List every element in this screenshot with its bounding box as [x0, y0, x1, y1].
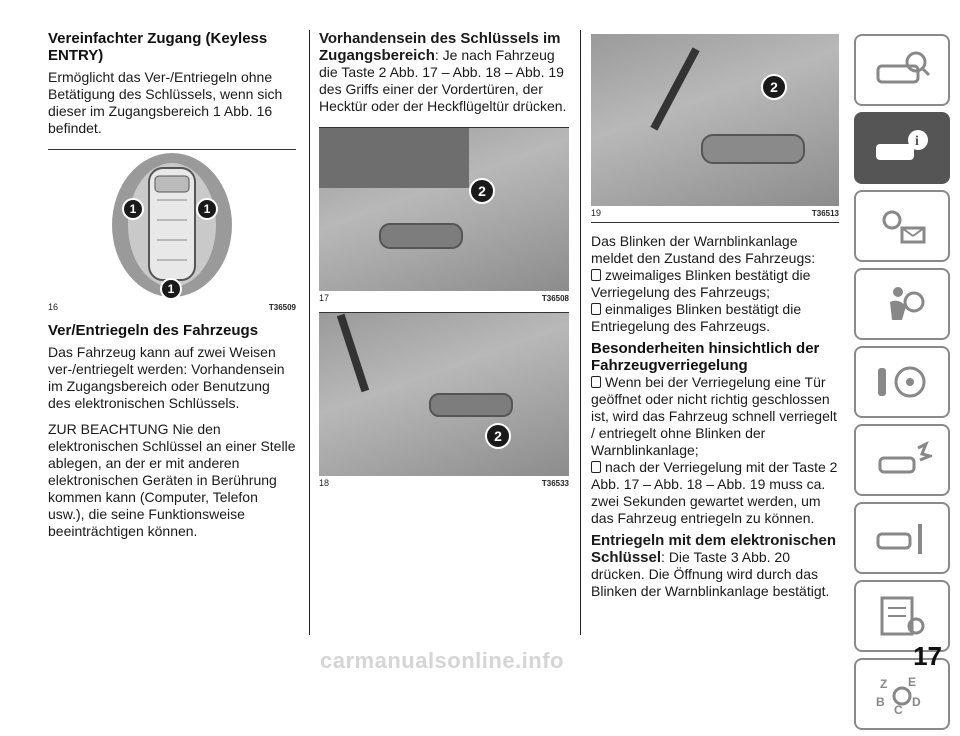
warning-lights-icon[interactable] [854, 190, 950, 262]
car-info-icon[interactable] [854, 112, 950, 184]
svg-text:i: i [915, 134, 919, 149]
inline-heading: Entriegeln mit dem elektronischen Schlüssel [591, 532, 837, 566]
bullet-item [591, 374, 839, 459]
section-heading-keyless: Vereinfachter Zugang (Keyless ENTRY) [48, 30, 268, 64]
column-divider [580, 30, 581, 635]
chapter-sidebar [854, 34, 950, 736]
callout-1-rear: 1 [160, 278, 182, 300]
figure-number: 17 [319, 293, 330, 303]
bullet-item [591, 301, 839, 335]
callout-1-left: 1 [122, 198, 144, 220]
figure-code: T36509 [268, 303, 296, 312]
figure-code: T36508 [541, 294, 569, 303]
svg-text:E: E [908, 675, 917, 689]
column-left [48, 30, 296, 540]
column-divider [309, 30, 310, 635]
bullet-text: zweimaliges Blinken bestätigt die Verriegelung des Fahrzeugs; [591, 267, 811, 300]
column-middle [319, 30, 569, 489]
bullet-icon [591, 269, 601, 281]
figure-16 [48, 149, 296, 313]
figure-number: 16 [48, 302, 59, 312]
section-heading-lock-unlock: Ver/Entriegeln des Fahrzeugs [48, 322, 259, 339]
paragraph-keyless-intro: Ermöglicht das Ver-/Entriegeln ohne Betätigung des Schlüssels, wenn sich dieser im Zugangsbereich 1 Abb. 16 befindet. [48, 69, 283, 136]
airbag-seat-icon[interactable] [854, 268, 950, 340]
figure-code: T36533 [541, 479, 569, 488]
paragraph-note: ZUR BEACHTUNG Nie den elektronischen Schlüssel an einer Stelle ablegen, an der er mit anderen elektronischen Geräten in Berührung kommen kann (Computer, Telefon usw.), die seine Funktionsweise beeinträchtigen können. [48, 421, 296, 539]
figure-17 [319, 127, 569, 304]
figure-16-image [48, 150, 296, 300]
watermark: carmanualsonline.info [320, 648, 564, 673]
bullet-icon [591, 303, 601, 315]
bullet-item [591, 459, 839, 527]
column-right [591, 30, 839, 600]
svg-text:D: D [912, 695, 921, 709]
figure-19-image [591, 34, 839, 206]
figure-number: 19 [591, 208, 602, 218]
inline-text: : Die Taste 3 Abb. 20 drücken. Die Öffnung wird durch das Blinken der Warnblinkanlage bestätigt. [591, 549, 830, 599]
figure-17-caption [319, 293, 569, 304]
bullet-text: Wenn bei der Verriegelung eine Tür geöffnet oder nicht richtig geschlossen ist, wird das Fahrzeug schnell verriegelt / entriegelt ohne Blinken der Warnblinkanlage; [591, 374, 837, 458]
callout-2: 2 [469, 178, 495, 204]
svg-text:B: B [876, 695, 885, 709]
figure-18-image [319, 313, 569, 476]
bullet-text: nach der Verriegelung mit der Taste 2 Abb. 17 – Abb. 18 – Abb. 19 muss ca. zwei Sekunden gewartet werden, um das Fahrzeug entriegeln zu können. [591, 459, 838, 526]
bullet-icon [591, 461, 601, 473]
figure-number: 18 [319, 478, 330, 488]
inline-heading: Vorhandensein des Schlüssels im Zugangsbereich [319, 30, 561, 64]
inline-text: : Je nach Fahrzeug die Taste 2 Abb. 17 – Abb. 18 – Abb. 19 des Griffs einer der Vordertüren, der Hecktür oder der Heckflügeltür drücken. [319, 47, 567, 114]
car-service-icon[interactable] [854, 502, 950, 574]
page-number: 17 [913, 641, 942, 671]
bullet-item [591, 267, 839, 301]
figure-code: T36513 [811, 209, 839, 218]
section-heading-lock-features: Besonderheiten hinsichtlich der Fahrzeugverriegelung [591, 340, 820, 374]
car-search-icon[interactable] [854, 34, 950, 106]
svg-text:C: C [894, 703, 903, 716]
figure-19-caption [591, 208, 839, 219]
key-steering-icon[interactable] [854, 346, 950, 418]
callout-2: 2 [485, 423, 511, 449]
callout-1-right: 1 [196, 198, 218, 220]
figure-16-caption [48, 302, 296, 313]
paragraph-lock-ways: Das Fahrzeug kann auf zwei Weisen ver-/entriegelt werden: Vorhandensein im Zugangsbereich oder Benutzung des elektronischen Schlüssels. [48, 344, 285, 411]
figure-19 [591, 34, 839, 223]
callout-2: 2 [761, 74, 787, 100]
paragraph-unlock-key [591, 532, 839, 600]
paragraph-key-presence [319, 30, 569, 115]
svg-text:Z: Z [880, 677, 888, 691]
figure-17-image [319, 128, 569, 291]
bullet-icon [591, 376, 601, 388]
car-accident-icon[interactable] [854, 424, 950, 496]
figure-18-caption [319, 478, 569, 489]
bullet-text: einmaliges Blinken bestätigt die Entriegelung des Fahrzeugs. [591, 301, 802, 334]
paragraph-hazard-signal: Das Blinken der Warnblinkanlage meldet den Zustand des Fahrzeugs: [591, 233, 816, 266]
figure-18 [319, 312, 569, 489]
